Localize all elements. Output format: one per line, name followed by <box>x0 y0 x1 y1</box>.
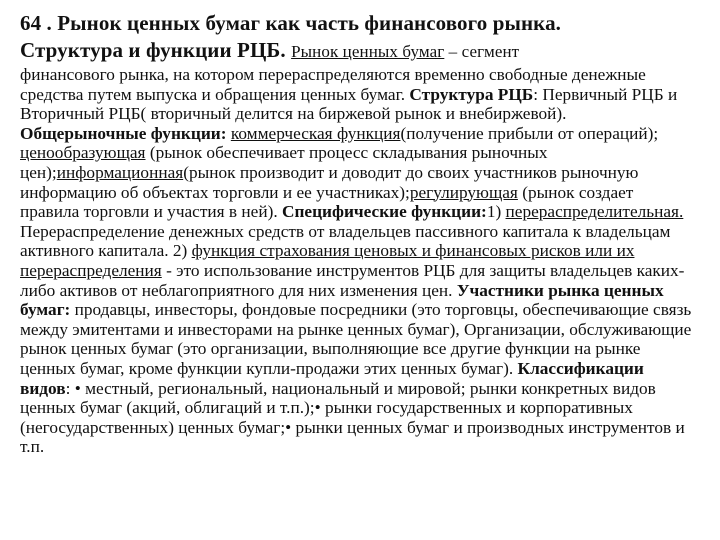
price-function-term: ценообразующая <box>20 143 146 163</box>
classification-text: : • местный, региональный, национальный и мировой; рынки конкретных видов ценных бумаг (акций, облигаций и т.п.);• рынки государственных и корпоративных (негосударственных) ценных бумаг;• рынки ценных бумаг и производных инструментов и т.п. <box>20 378 685 457</box>
regulating-function-text: (рынок создает правила торговли и участия в ней). <box>20 182 634 222</box>
info-function-term: информационная <box>56 162 184 182</box>
info-function-text: (рынок производит и доводит до своих участников рыночную информацию об объектах торговли и ее участниках); <box>20 162 639 202</box>
lead-rest: – сегмент <box>444 42 520 61</box>
structure-label: Структура РЦБ <box>409 84 534 104</box>
definition-text: финансового рынка, на котором перераспределяются временно свободные денежные средства путем выпуска и обращения ценных бумаг. <box>20 65 646 104</box>
heading-line-1: 64 . Рынок ценных бумаг как часть финансового рынка. <box>20 11 562 35</box>
redistribution-text: Перераспределение денежных средств от владельцев пассивного капитала к владельцам активного капитала. 2) <box>20 221 671 261</box>
redistribution-term: перераспределительная. <box>505 202 684 222</box>
body-paragraph <box>20 65 696 457</box>
participants-label: Участники рынка ценных бумаг: <box>20 280 664 320</box>
structure-text: : Первичный РЦБ и Вторичный РЦБ( вторичный делится на биржевой рынок и внебиржевой). <box>20 84 678 124</box>
participants-text: продавцы, инвесторы, фондовые посредники (это торговцы, обеспечивающие связь между эмитентами и инвесторами на рынке ценных бумаг), Организации, обслуживающие рынок ценных бумаг (это организации, выполняющие все другие функции на рынке ценных бумаг, кроме функции купли-продажи этих ценных бумаг). <box>20 300 692 378</box>
price-function-text: (рынок обеспечивает процесс складывания рыночных цен); <box>20 143 548 182</box>
commercial-function-text: (получение прибыли от операций); <box>400 123 659 143</box>
specific-functions-label: Специфические функции: <box>281 202 487 222</box>
lead-term: Рынок ценных бумаг <box>291 42 445 61</box>
classification-label: Классификации видов <box>20 358 644 398</box>
insurance-term: функция страхования ценовых и финансовых рисков или их перераспределения <box>20 241 635 280</box>
regulating-function-term: регулирующая <box>409 182 518 202</box>
commercial-function-term: коммерческая функция <box>230 123 401 143</box>
specific-number-1: 1) <box>486 202 506 222</box>
document-heading <box>20 10 696 65</box>
heading-line-2: Структура и функции РЦБ. <box>20 38 286 62</box>
document-page <box>20 10 696 457</box>
insurance-text: - это использование инструментов РЦБ для защиты владельцев каких-либо активов от неблагоприятного для них изменения цен. <box>20 260 685 300</box>
general-functions-label: Общерыночные функции: <box>20 123 227 143</box>
